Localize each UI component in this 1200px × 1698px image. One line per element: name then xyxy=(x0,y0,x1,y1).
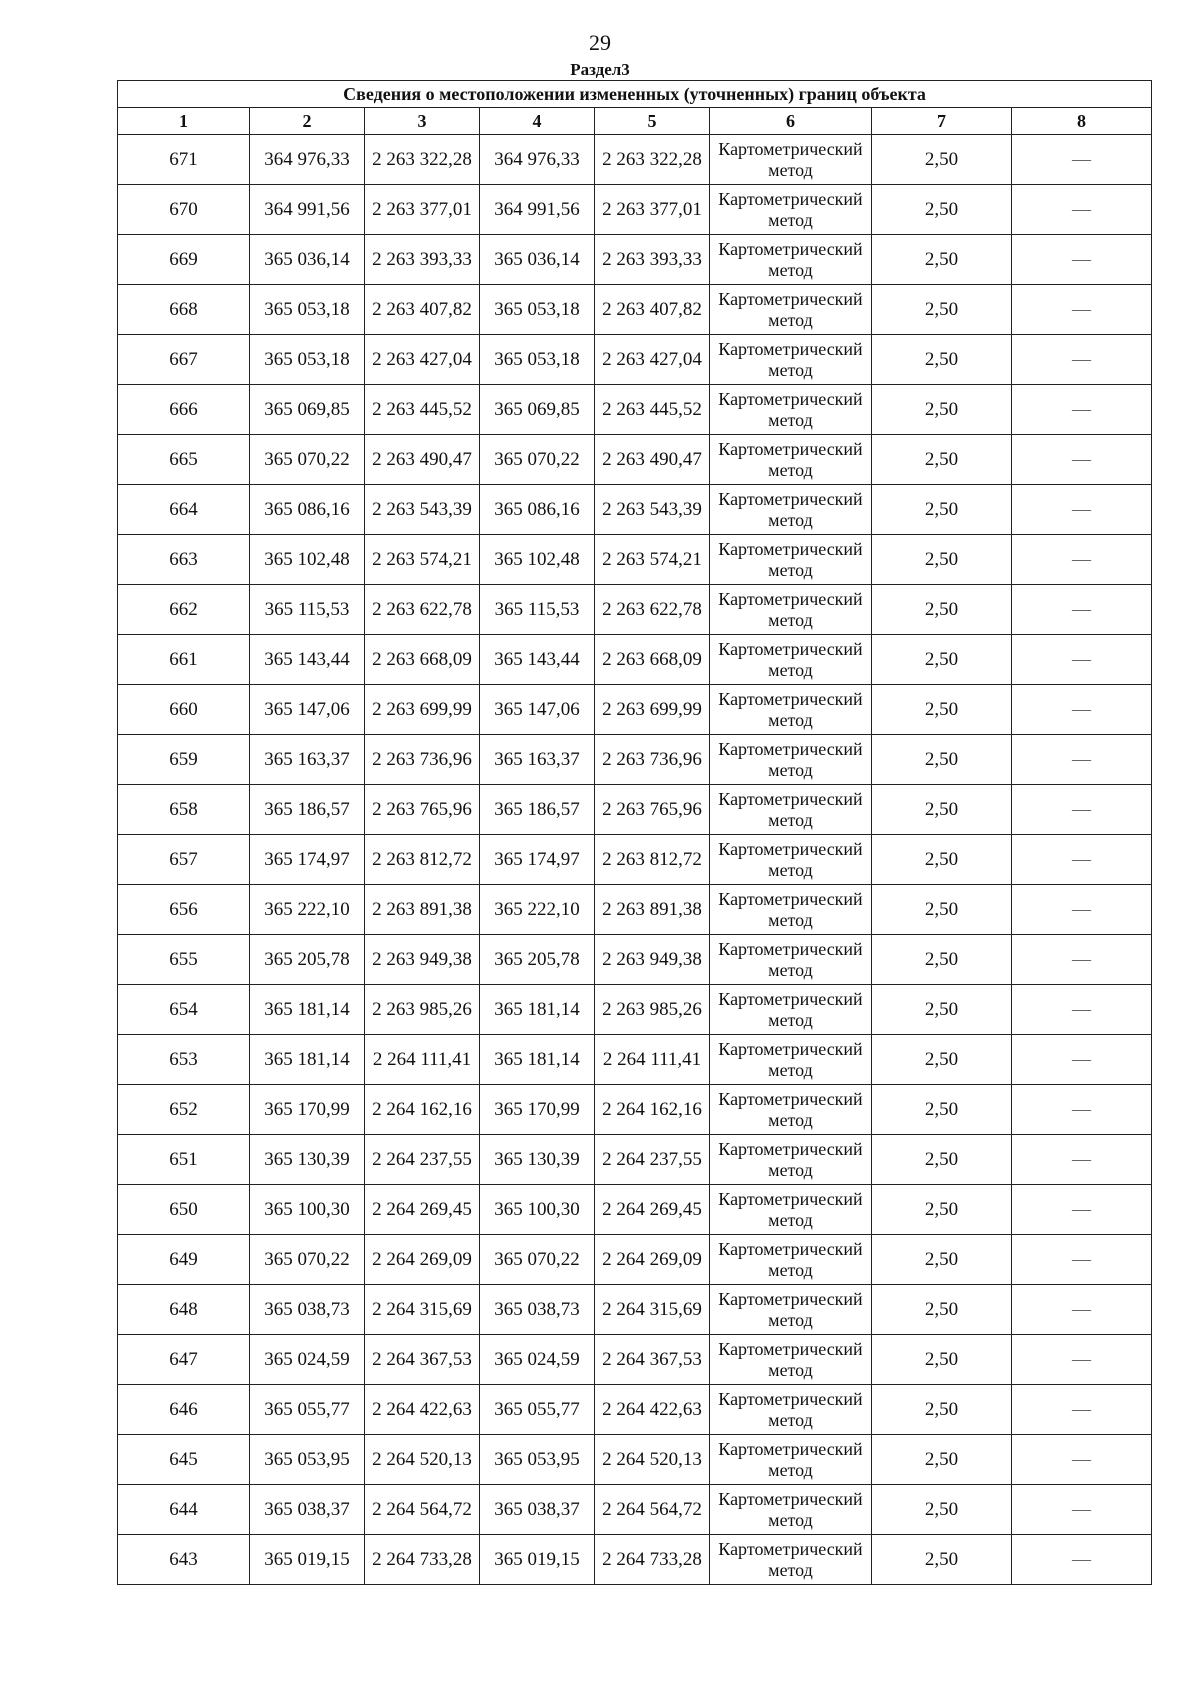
y-coordinate-refined-cell: 2 264 367,53 xyxy=(595,1335,710,1385)
x-coordinate-cell: 365 053,95 xyxy=(250,1435,365,1485)
note-value-cell: — xyxy=(1012,1485,1152,1535)
note-value-cell: — xyxy=(1012,1035,1152,1085)
section-title: Раздел3 xyxy=(570,60,630,79)
note-value-cell: — xyxy=(1012,1085,1152,1135)
table-row xyxy=(118,1285,1152,1335)
table-row xyxy=(118,785,1152,835)
x-coordinate-refined-cell: 365 036,14 xyxy=(480,235,595,285)
y-coordinate-refined-cell: 2 263 736,96 xyxy=(595,735,710,785)
x-coordinate-cell: 365 100,30 xyxy=(250,1185,365,1235)
column-header: 7 xyxy=(872,108,1012,135)
y-coordinate-refined-cell: 2 263 393,33 xyxy=(595,235,710,285)
x-coordinate-refined-cell: 365 147,06 xyxy=(480,685,595,735)
note-value-cell: — xyxy=(1012,435,1152,485)
note-value-cell: — xyxy=(1012,535,1152,585)
table-caption: Сведения о местоположении измененных (уточненных) границ объекта xyxy=(118,81,1152,108)
x-coordinate-refined-cell: 365 024,59 xyxy=(480,1335,595,1385)
determination-method-cell: Картометрический метод xyxy=(710,285,872,335)
y-coordinate-refined-cell: 2 263 765,96 xyxy=(595,785,710,835)
accuracy-value-cell: 2,50 xyxy=(872,1385,1012,1435)
x-coordinate-refined-cell: 365 070,22 xyxy=(480,1235,595,1285)
accuracy-value-cell: 2,50 xyxy=(872,1485,1012,1535)
point-number-cell: 648 xyxy=(118,1285,250,1335)
point-number-cell: 649 xyxy=(118,1235,250,1285)
column-header: 3 xyxy=(365,108,480,135)
accuracy-value-cell: 2,50 xyxy=(872,635,1012,685)
point-number-cell: 669 xyxy=(118,235,250,285)
note-value-cell: — xyxy=(1012,1385,1152,1435)
y-coordinate-cell: 2 264 237,55 xyxy=(365,1135,480,1185)
table-row xyxy=(118,735,1152,785)
x-coordinate-cell: 365 181,14 xyxy=(250,1035,365,1085)
point-number-cell: 646 xyxy=(118,1385,250,1435)
note-value-cell: — xyxy=(1012,1135,1152,1185)
determination-method-cell: Картометрический метод xyxy=(710,1485,872,1535)
determination-method-cell: Картометрический метод xyxy=(710,635,872,685)
accuracy-value-cell: 2,50 xyxy=(872,535,1012,585)
note-value-cell: — xyxy=(1012,485,1152,535)
y-coordinate-cell: 2 264 269,09 xyxy=(365,1235,480,1285)
determination-method-cell: Картометрический метод xyxy=(710,785,872,835)
x-coordinate-refined-cell: 364 991,56 xyxy=(480,185,595,235)
determination-method-cell: Картометрический метод xyxy=(710,885,872,935)
x-coordinate-refined-cell: 365 069,85 xyxy=(480,385,595,435)
note-value-cell: — xyxy=(1012,385,1152,435)
point-number-cell: 665 xyxy=(118,435,250,485)
x-coordinate-cell: 365 115,53 xyxy=(250,585,365,635)
determination-method-cell: Картометрический метод xyxy=(710,1235,872,1285)
x-coordinate-cell: 364 991,56 xyxy=(250,185,365,235)
accuracy-value-cell: 2,50 xyxy=(872,185,1012,235)
note-value-cell: — xyxy=(1012,1435,1152,1485)
x-coordinate-cell: 365 170,99 xyxy=(250,1085,365,1135)
point-number-cell: 657 xyxy=(118,835,250,885)
x-coordinate-cell: 365 186,57 xyxy=(250,785,365,835)
y-coordinate-cell: 2 263 543,39 xyxy=(365,485,480,535)
y-coordinate-cell: 2 264 520,13 xyxy=(365,1435,480,1485)
table-row xyxy=(118,635,1152,685)
accuracy-value-cell: 2,50 xyxy=(872,285,1012,335)
point-number-cell: 667 xyxy=(118,335,250,385)
y-coordinate-refined-cell: 2 263 322,28 xyxy=(595,135,710,185)
y-coordinate-refined-cell: 2 263 490,47 xyxy=(595,435,710,485)
y-coordinate-cell: 2 264 315,69 xyxy=(365,1285,480,1335)
column-header: 4 xyxy=(480,108,595,135)
table-row xyxy=(118,385,1152,435)
determination-method-cell: Картометрический метод xyxy=(710,585,872,635)
page-number: 29 xyxy=(589,30,611,55)
accuracy-value-cell: 2,50 xyxy=(872,1085,1012,1135)
point-number-cell: 654 xyxy=(118,985,250,1035)
determination-method-cell: Картометрический метод xyxy=(710,1335,872,1385)
x-coordinate-cell: 365 070,22 xyxy=(250,1235,365,1285)
x-coordinate-refined-cell: 365 186,57 xyxy=(480,785,595,835)
note-value-cell: — xyxy=(1012,985,1152,1035)
point-number-cell: 644 xyxy=(118,1485,250,1535)
point-number-cell: 655 xyxy=(118,935,250,985)
determination-method-cell: Картометрический метод xyxy=(710,935,872,985)
x-coordinate-cell: 365 069,85 xyxy=(250,385,365,435)
determination-method-cell: Картометрический метод xyxy=(710,1435,872,1485)
note-value-cell: — xyxy=(1012,1535,1152,1585)
x-coordinate-refined-cell: 365 053,95 xyxy=(480,1435,595,1485)
x-coordinate-cell: 365 024,59 xyxy=(250,1335,365,1385)
y-coordinate-cell: 2 264 422,63 xyxy=(365,1385,480,1435)
y-coordinate-cell: 2 263 812,72 xyxy=(365,835,480,885)
y-coordinate-cell: 2 263 445,52 xyxy=(365,385,480,435)
table-row xyxy=(118,1435,1152,1485)
y-coordinate-refined-cell: 2 263 985,26 xyxy=(595,985,710,1035)
column-header: 1 xyxy=(118,108,250,135)
table-row xyxy=(118,1085,1152,1135)
determination-method-cell: Картометрический метод xyxy=(710,385,872,435)
y-coordinate-cell: 2 263 407,82 xyxy=(365,285,480,335)
note-value-cell: — xyxy=(1012,285,1152,335)
x-coordinate-refined-cell: 365 086,16 xyxy=(480,485,595,535)
table-row xyxy=(118,1535,1152,1585)
x-coordinate-cell: 365 053,18 xyxy=(250,285,365,335)
x-coordinate-cell: 365 038,37 xyxy=(250,1485,365,1535)
determination-method-cell: Картометрический метод xyxy=(710,485,872,535)
x-coordinate-cell: 365 130,39 xyxy=(250,1135,365,1185)
accuracy-value-cell: 2,50 xyxy=(872,1035,1012,1085)
x-coordinate-refined-cell: 365 053,18 xyxy=(480,335,595,385)
accuracy-value-cell: 2,50 xyxy=(872,435,1012,485)
x-coordinate-cell: 365 147,06 xyxy=(250,685,365,735)
y-coordinate-cell: 2 264 111,41 xyxy=(365,1035,480,1085)
y-coordinate-cell: 2 263 699,99 xyxy=(365,685,480,735)
accuracy-value-cell: 2,50 xyxy=(872,685,1012,735)
note-value-cell: — xyxy=(1012,1185,1152,1235)
x-coordinate-refined-cell: 365 170,99 xyxy=(480,1085,595,1135)
point-number-cell: 652 xyxy=(118,1085,250,1135)
point-number-cell: 670 xyxy=(118,185,250,235)
table-row xyxy=(118,835,1152,885)
y-coordinate-refined-cell: 2 263 891,38 xyxy=(595,885,710,935)
x-coordinate-cell: 365 055,77 xyxy=(250,1385,365,1435)
column-header: 8 xyxy=(1012,108,1152,135)
determination-method-cell: Картометрический метод xyxy=(710,735,872,785)
point-number-cell: 651 xyxy=(118,1135,250,1185)
y-coordinate-refined-cell: 2 263 668,09 xyxy=(595,635,710,685)
x-coordinate-refined-cell: 365 163,37 xyxy=(480,735,595,785)
y-coordinate-refined-cell: 2 264 269,45 xyxy=(595,1185,710,1235)
accuracy-value-cell: 2,50 xyxy=(872,1235,1012,1285)
determination-method-cell: Картометрический метод xyxy=(710,1285,872,1335)
accuracy-value-cell: 2,50 xyxy=(872,385,1012,435)
x-coordinate-refined-cell: 365 115,53 xyxy=(480,585,595,635)
x-coordinate-refined-cell: 365 174,97 xyxy=(480,835,595,885)
determination-method-cell: Картометрический метод xyxy=(710,235,872,285)
note-value-cell: — xyxy=(1012,835,1152,885)
column-header: 5 xyxy=(595,108,710,135)
table-row xyxy=(118,1485,1152,1535)
table-row xyxy=(118,935,1152,985)
determination-method-cell: Картометрический метод xyxy=(710,985,872,1035)
table-row xyxy=(118,235,1152,285)
y-coordinate-cell: 2 263 393,33 xyxy=(365,235,480,285)
y-coordinate-cell: 2 263 985,26 xyxy=(365,985,480,1035)
table-row xyxy=(118,685,1152,735)
y-coordinate-cell: 2 263 949,38 xyxy=(365,935,480,985)
y-coordinate-cell: 2 263 574,21 xyxy=(365,535,480,585)
y-coordinate-cell: 2 263 377,01 xyxy=(365,185,480,235)
x-coordinate-refined-cell: 364 976,33 xyxy=(480,135,595,185)
table-row xyxy=(118,1185,1152,1235)
table-row xyxy=(118,485,1152,535)
table-row xyxy=(118,985,1152,1035)
note-value-cell: — xyxy=(1012,585,1152,635)
x-coordinate-cell: 365 038,73 xyxy=(250,1285,365,1335)
y-coordinate-refined-cell: 2 263 543,39 xyxy=(595,485,710,535)
accuracy-value-cell: 2,50 xyxy=(872,885,1012,935)
table-row xyxy=(118,1385,1152,1435)
y-coordinate-refined-cell: 2 264 237,55 xyxy=(595,1135,710,1185)
determination-method-cell: Картометрический метод xyxy=(710,835,872,885)
y-coordinate-refined-cell: 2 263 407,82 xyxy=(595,285,710,335)
note-value-cell: — xyxy=(1012,785,1152,835)
y-coordinate-refined-cell: 2 264 733,28 xyxy=(595,1535,710,1585)
y-coordinate-cell: 2 263 668,09 xyxy=(365,635,480,685)
table-row xyxy=(118,435,1152,485)
determination-method-cell: Картометрический метод xyxy=(710,1035,872,1085)
y-coordinate-cell: 2 264 269,45 xyxy=(365,1185,480,1235)
x-coordinate-refined-cell: 365 038,73 xyxy=(480,1285,595,1335)
x-coordinate-cell: 365 102,48 xyxy=(250,535,365,585)
accuracy-value-cell: 2,50 xyxy=(872,1335,1012,1385)
x-coordinate-refined-cell: 365 222,10 xyxy=(480,885,595,935)
determination-method-cell: Картометрический метод xyxy=(710,1385,872,1435)
boundary-coordinates-table xyxy=(117,80,1152,1585)
accuracy-value-cell: 2,50 xyxy=(872,985,1012,1035)
y-coordinate-cell: 2 263 427,04 xyxy=(365,335,480,385)
point-number-cell: 660 xyxy=(118,685,250,735)
note-value-cell: — xyxy=(1012,1335,1152,1385)
x-coordinate-cell: 365 070,22 xyxy=(250,435,365,485)
y-coordinate-cell: 2 264 162,16 xyxy=(365,1085,480,1135)
determination-method-cell: Картометрический метод xyxy=(710,435,872,485)
column-header: 6 xyxy=(710,108,872,135)
y-coordinate-refined-cell: 2 264 269,09 xyxy=(595,1235,710,1285)
x-coordinate-refined-cell: 365 055,77 xyxy=(480,1385,595,1435)
determination-method-cell: Картометрический метод xyxy=(710,185,872,235)
y-coordinate-refined-cell: 2 264 111,41 xyxy=(595,1035,710,1085)
x-coordinate-cell: 365 019,15 xyxy=(250,1535,365,1585)
y-coordinate-refined-cell: 2 264 422,63 xyxy=(595,1385,710,1435)
x-coordinate-cell: 365 174,97 xyxy=(250,835,365,885)
x-coordinate-cell: 365 205,78 xyxy=(250,935,365,985)
point-number-cell: 658 xyxy=(118,785,250,835)
x-coordinate-refined-cell: 365 181,14 xyxy=(480,1035,595,1085)
accuracy-value-cell: 2,50 xyxy=(872,1435,1012,1485)
point-number-cell: 645 xyxy=(118,1435,250,1485)
table-row xyxy=(118,285,1152,335)
y-coordinate-cell: 2 263 490,47 xyxy=(365,435,480,485)
y-coordinate-refined-cell: 2 263 949,38 xyxy=(595,935,710,985)
table-row xyxy=(118,1335,1152,1385)
note-value-cell: — xyxy=(1012,885,1152,935)
note-value-cell: — xyxy=(1012,685,1152,735)
y-coordinate-refined-cell: 2 263 812,72 xyxy=(595,835,710,885)
determination-method-cell: Картометрический метод xyxy=(710,535,872,585)
y-coordinate-cell: 2 264 367,53 xyxy=(365,1335,480,1385)
x-coordinate-cell: 365 036,14 xyxy=(250,235,365,285)
y-coordinate-cell: 2 263 891,38 xyxy=(365,885,480,935)
accuracy-value-cell: 2,50 xyxy=(872,1135,1012,1185)
x-coordinate-cell: 365 053,18 xyxy=(250,335,365,385)
table-row xyxy=(118,335,1152,385)
note-value-cell: — xyxy=(1012,235,1152,285)
x-coordinate-refined-cell: 365 143,44 xyxy=(480,635,595,685)
table-row xyxy=(118,185,1152,235)
table-row xyxy=(118,885,1152,935)
accuracy-value-cell: 2,50 xyxy=(872,585,1012,635)
note-value-cell: — xyxy=(1012,935,1152,985)
point-number-cell: 661 xyxy=(118,635,250,685)
y-coordinate-refined-cell: 2 264 162,16 xyxy=(595,1085,710,1135)
y-coordinate-refined-cell: 2 263 622,78 xyxy=(595,585,710,635)
y-coordinate-refined-cell: 2 264 315,69 xyxy=(595,1285,710,1335)
point-number-cell: 653 xyxy=(118,1035,250,1085)
determination-method-cell: Картометрический метод xyxy=(710,1085,872,1135)
x-coordinate-cell: 365 143,44 xyxy=(250,635,365,685)
x-coordinate-cell: 364 976,33 xyxy=(250,135,365,185)
table-caption-row xyxy=(118,81,1152,108)
table-row xyxy=(118,135,1152,185)
point-number-cell: 663 xyxy=(118,535,250,585)
table-row xyxy=(118,1035,1152,1085)
x-coordinate-refined-cell: 365 070,22 xyxy=(480,435,595,485)
x-coordinate-cell: 365 222,10 xyxy=(250,885,365,935)
table-row xyxy=(118,535,1152,585)
determination-method-cell: Картометрический метод xyxy=(710,1185,872,1235)
accuracy-value-cell: 2,50 xyxy=(872,1285,1012,1335)
determination-method-cell: Картометрический метод xyxy=(710,1135,872,1185)
determination-method-cell: Картометрический метод xyxy=(710,685,872,735)
point-number-cell: 643 xyxy=(118,1535,250,1585)
table-body xyxy=(118,135,1152,1585)
note-value-cell: — xyxy=(1012,735,1152,785)
point-number-cell: 666 xyxy=(118,385,250,435)
accuracy-value-cell: 2,50 xyxy=(872,1185,1012,1235)
accuracy-value-cell: 2,50 xyxy=(872,735,1012,785)
note-value-cell: — xyxy=(1012,1235,1152,1285)
column-number-row xyxy=(118,108,1152,135)
accuracy-value-cell: 2,50 xyxy=(872,485,1012,535)
x-coordinate-refined-cell: 365 102,48 xyxy=(480,535,595,585)
accuracy-value-cell: 2,50 xyxy=(872,335,1012,385)
determination-method-cell: Картометрический метод xyxy=(710,1535,872,1585)
x-coordinate-refined-cell: 365 130,39 xyxy=(480,1135,595,1185)
x-coordinate-refined-cell: 365 053,18 xyxy=(480,285,595,335)
note-value-cell: — xyxy=(1012,135,1152,185)
accuracy-value-cell: 2,50 xyxy=(872,785,1012,835)
point-number-cell: 656 xyxy=(118,885,250,935)
y-coordinate-refined-cell: 2 263 377,01 xyxy=(595,185,710,235)
y-coordinate-cell: 2 264 733,28 xyxy=(365,1535,480,1585)
x-coordinate-cell: 365 181,14 xyxy=(250,985,365,1035)
y-coordinate-cell: 2 263 622,78 xyxy=(365,585,480,635)
point-number-cell: 647 xyxy=(118,1335,250,1385)
y-coordinate-cell: 2 263 765,96 xyxy=(365,785,480,835)
note-value-cell: — xyxy=(1012,1285,1152,1335)
point-number-cell: 668 xyxy=(118,285,250,335)
y-coordinate-refined-cell: 2 264 520,13 xyxy=(595,1435,710,1485)
x-coordinate-refined-cell: 365 205,78 xyxy=(480,935,595,985)
point-number-cell: 650 xyxy=(118,1185,250,1235)
table-row xyxy=(118,585,1152,635)
x-coordinate-refined-cell: 365 181,14 xyxy=(480,985,595,1035)
accuracy-value-cell: 2,50 xyxy=(872,135,1012,185)
y-coordinate-refined-cell: 2 263 574,21 xyxy=(595,535,710,585)
point-number-cell: 671 xyxy=(118,135,250,185)
table-row xyxy=(118,1235,1152,1285)
note-value-cell: — xyxy=(1012,185,1152,235)
point-number-cell: 664 xyxy=(118,485,250,535)
y-coordinate-refined-cell: 2 264 564,72 xyxy=(595,1485,710,1535)
determination-method-cell: Картометрический метод xyxy=(710,335,872,385)
accuracy-value-cell: 2,50 xyxy=(872,235,1012,285)
accuracy-value-cell: 2,50 xyxy=(872,1535,1012,1585)
accuracy-value-cell: 2,50 xyxy=(872,935,1012,985)
point-number-cell: 659 xyxy=(118,735,250,785)
x-coordinate-cell: 365 163,37 xyxy=(250,735,365,785)
y-coordinate-refined-cell: 2 263 445,52 xyxy=(595,385,710,435)
x-coordinate-refined-cell: 365 019,15 xyxy=(480,1535,595,1585)
point-number-cell: 662 xyxy=(118,585,250,635)
y-coordinate-refined-cell: 2 263 699,99 xyxy=(595,685,710,735)
y-coordinate-refined-cell: 2 263 427,04 xyxy=(595,335,710,385)
y-coordinate-cell: 2 263 736,96 xyxy=(365,735,480,785)
y-coordinate-cell: 2 264 564,72 xyxy=(365,1485,480,1535)
note-value-cell: — xyxy=(1012,335,1152,385)
y-coordinate-cell: 2 263 322,28 xyxy=(365,135,480,185)
accuracy-value-cell: 2,50 xyxy=(872,835,1012,885)
column-header: 2 xyxy=(250,108,365,135)
table-row xyxy=(118,1135,1152,1185)
x-coordinate-cell: 365 086,16 xyxy=(250,485,365,535)
x-coordinate-refined-cell: 365 100,30 xyxy=(480,1185,595,1235)
x-coordinate-refined-cell: 365 038,37 xyxy=(480,1485,595,1535)
note-value-cell: — xyxy=(1012,635,1152,685)
determination-method-cell: Картометрический метод xyxy=(710,135,872,185)
